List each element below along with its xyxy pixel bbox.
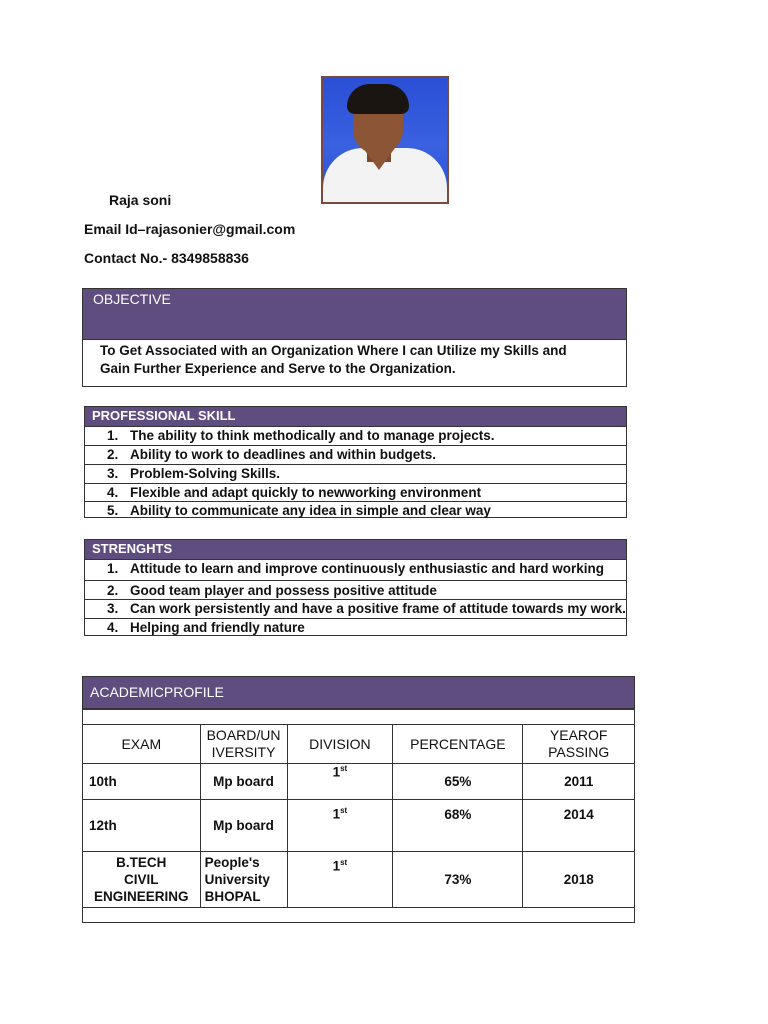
table-row: B.TECH CIVIL ENGINEERING People's University BHOPAL 1st 73% 2018 <box>83 852 635 908</box>
strengths-list <box>85 559 626 637</box>
table-header-row <box>83 725 635 764</box>
table-row <box>83 710 635 725</box>
academic-table <box>82 709 635 923</box>
col-exam: EXAM <box>83 725 201 764</box>
list-item: 1. The ability to think methodically and to manage projects. <box>85 426 626 445</box>
academic-header: ACADEMICPROFILE <box>82 676 635 709</box>
professional-skill-section <box>84 406 627 518</box>
strengths-section <box>84 539 627 636</box>
list-item: 3. Problem-Solving Skills. <box>85 464 626 483</box>
email-line: Email Id–rajasonier@gmail.com <box>84 221 296 237</box>
table-row: 12th Mp board 1st 68% 2014 <box>83 800 635 852</box>
list-item: 4. Flexible and adapt quickly to newworking environment <box>85 483 626 501</box>
col-percentage: PERCENTAGE <box>393 725 523 764</box>
strengths-header: STRENGHTS <box>85 540 626 559</box>
col-year: YEAROF PASSING <box>523 725 635 764</box>
objective-text <box>83 340 626 378</box>
list-item: 2. Good team player and possess positive attitude <box>85 580 626 599</box>
contact-line: Contact No.- 8349858836 <box>84 250 249 266</box>
objective-section <box>82 288 627 387</box>
col-board: BOARD/UN IVERSITY <box>200 725 287 764</box>
professional-skill-list <box>85 426 626 519</box>
list-item: 1. Attitude to learn and improve continuously enthusiastic and hard working <box>85 559 626 580</box>
objective-line-2: Gain Further Experience and Serve to the Organization. <box>100 361 456 376</box>
professional-skill-header: PROFESSIONAL SKILL <box>85 407 626 426</box>
list-item: 2. Ability to work to deadlines and within budgets. <box>85 445 626 464</box>
list-item: 4. Helping and friendly nature <box>85 618 626 637</box>
list-item: 5. Ability to communicate any idea in simple and clear way <box>85 501 626 519</box>
col-division: DIVISION <box>287 725 393 764</box>
table-row: 10th Mp board 1st 65% 2011 <box>83 764 635 800</box>
candidate-name: Raja soni <box>109 192 172 208</box>
table-row <box>83 908 635 923</box>
objective-line-1: To Get Associated with an Organization Where I can Utilize my Skills and <box>100 343 567 358</box>
list-item: 3. Can work persistently and have a positive frame of attitude towards my work. <box>85 599 626 618</box>
profile-photo <box>321 76 449 204</box>
objective-header: OBJECTIVE <box>83 289 626 340</box>
